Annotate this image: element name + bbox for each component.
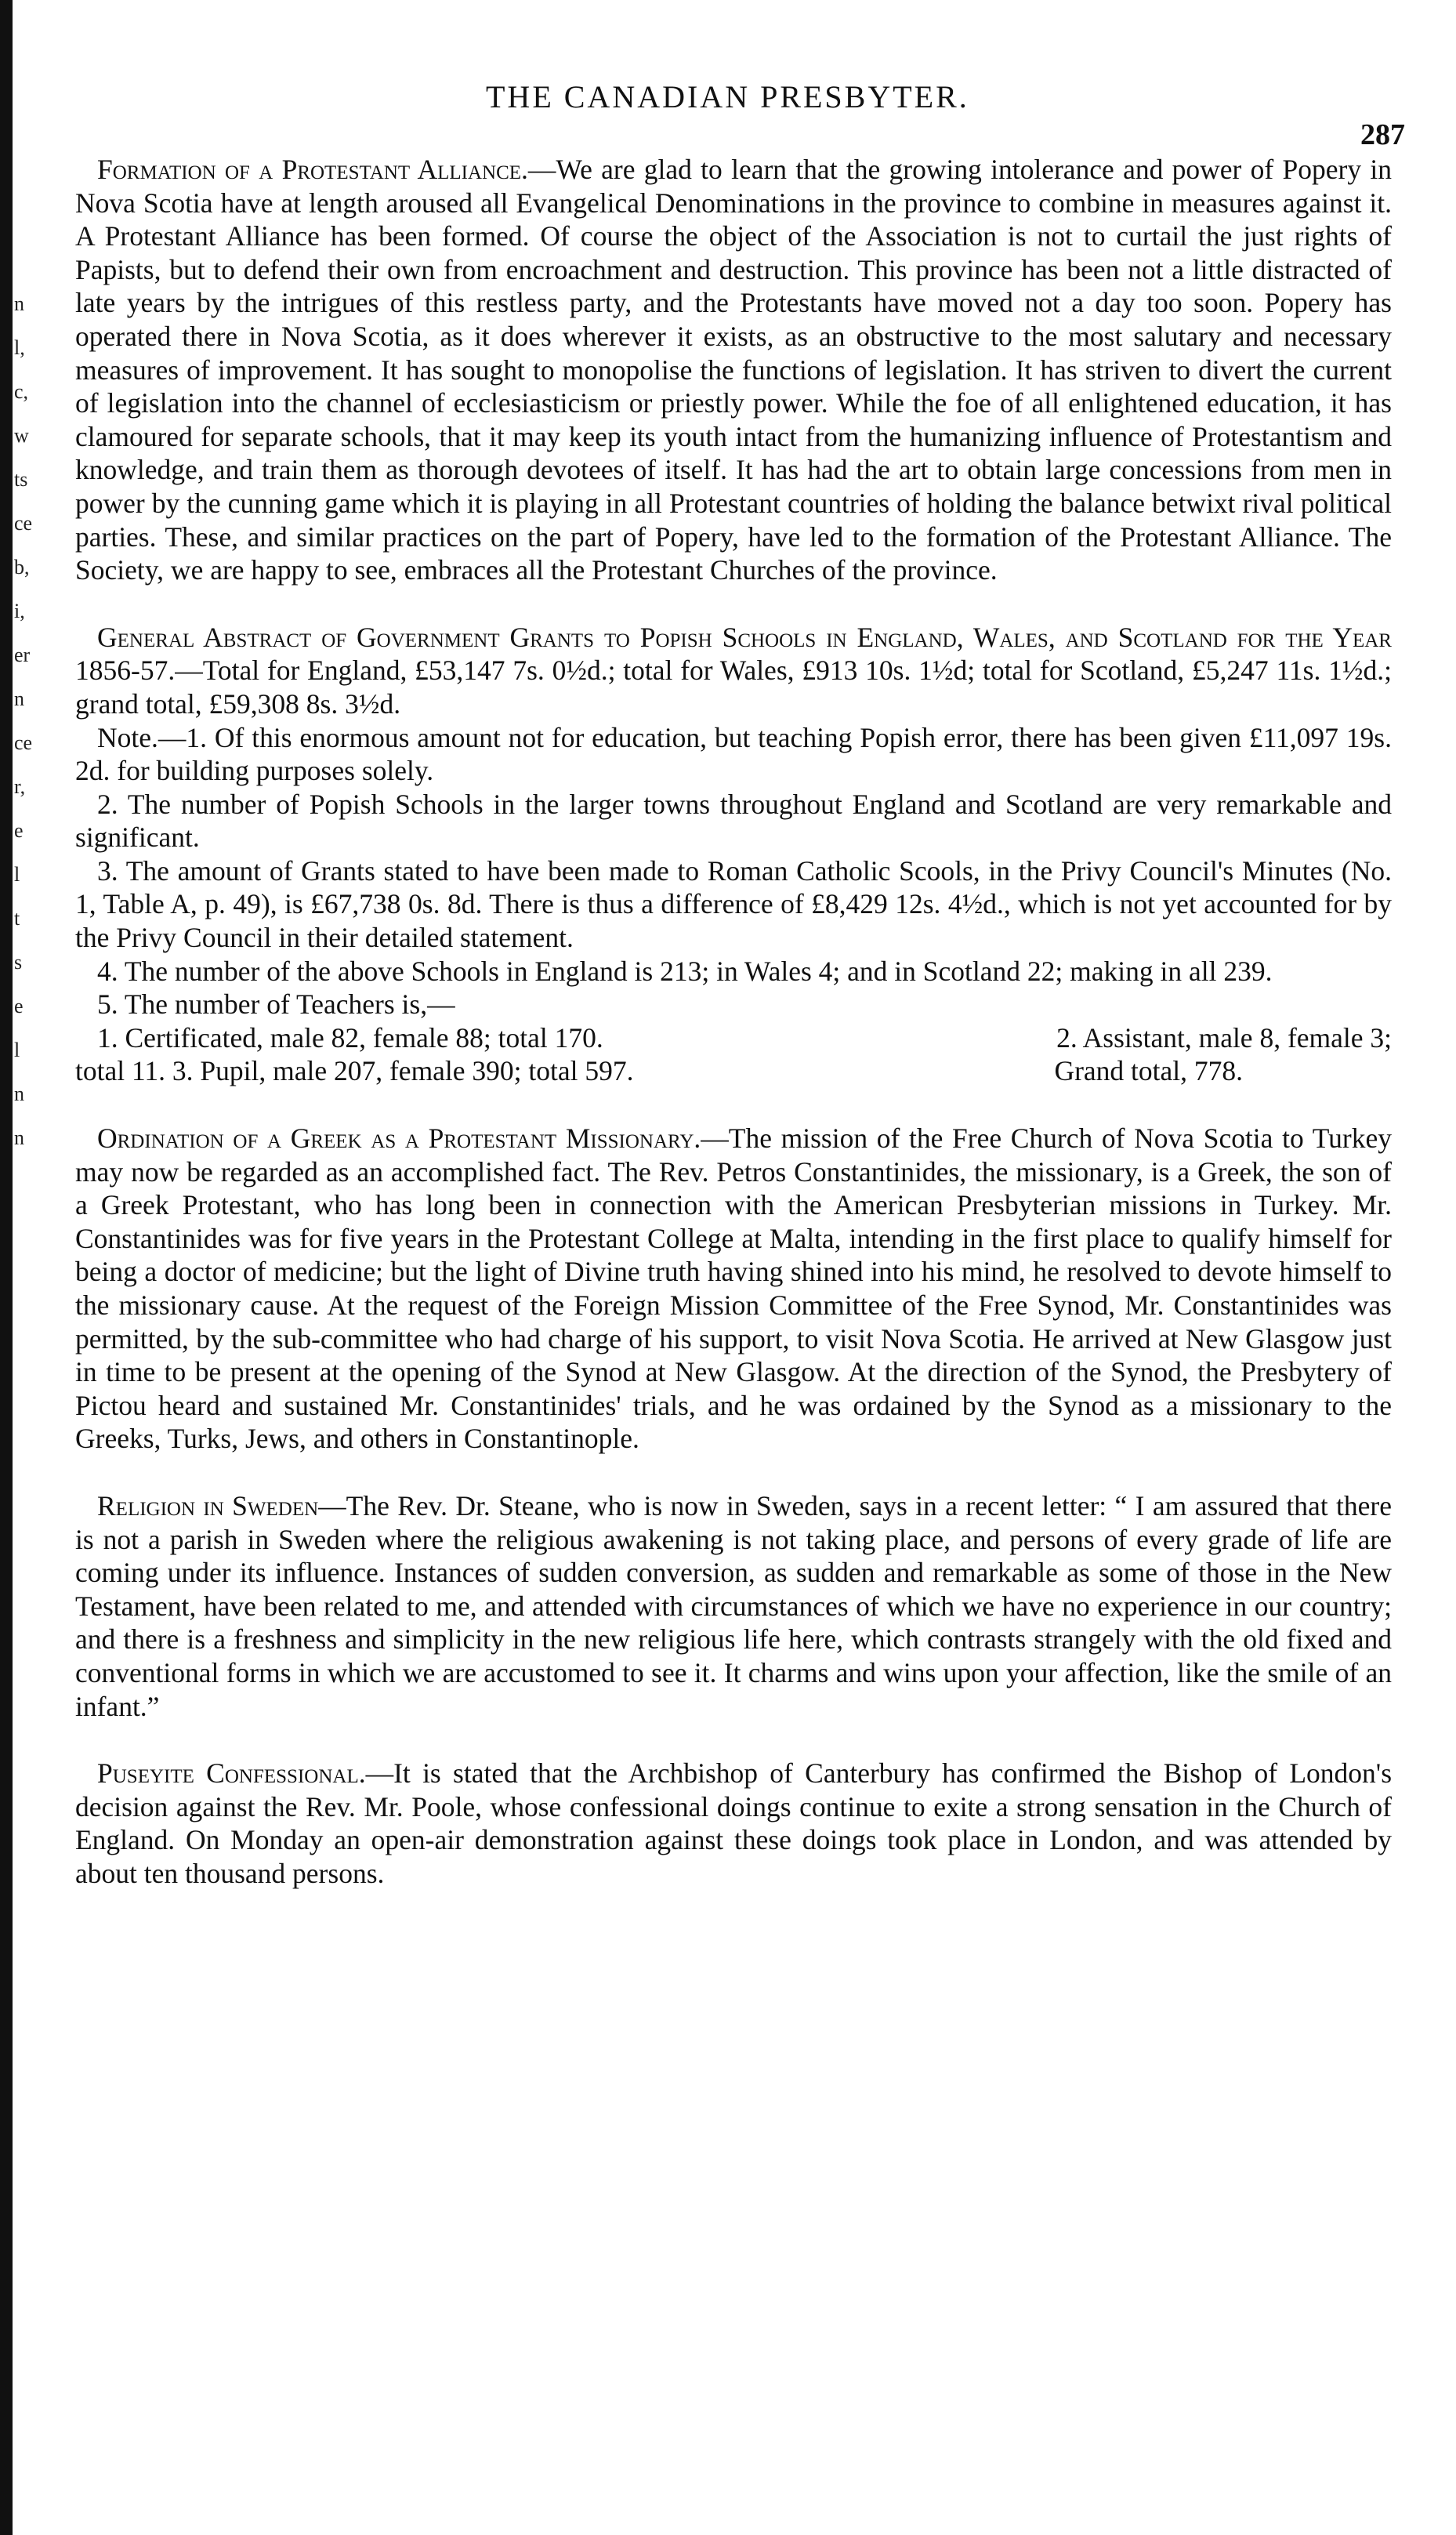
article-puseyite-confessional: [75, 1757, 1392, 1890]
margin-fragment: er: [14, 644, 31, 666]
article-paragraph: [75, 621, 1392, 721]
article-religion-sweden: [75, 1489, 1392, 1723]
margin-fragment: l,: [14, 336, 25, 359]
article-paragraph: [75, 1489, 1392, 1723]
margin-fragment: l: [14, 863, 20, 886]
margin-fragment: ts: [14, 468, 28, 491]
article-government-grants: [75, 621, 1392, 1088]
margin-fragment: ce: [14, 731, 33, 754]
margin-fragment: i,: [14, 600, 25, 622]
margin-fragment: c,: [14, 380, 29, 403]
article-heading: Religion in Sweden: [97, 1489, 319, 1521]
margin-fragment: b,: [14, 556, 30, 578]
note-4: 4. The number of the above Schools in England is 213; in Wales 4; and in Scotland 22; making in all 239.: [97, 955, 1273, 987]
note-3: 3. The amount of Grants stated to have been made to Roman Catholic Scools, in the Privy Council's Minutes (No. 1, Table A, p. 49), is £67,738 0s. 8d. There is thus a difference of £8,429 12s. 4½d., which is not yet accounted for by the Privy Council in their detailed statement.: [75, 854, 1392, 954]
teachers-grand-total: Grand total, 778.: [1054, 1055, 1243, 1087]
margin-fragment: s: [14, 951, 23, 974]
article-heading: Ordination of a Greek as a Protestant Missionary.: [97, 1122, 701, 1155]
article-body: —It is stated that the Archbishop of Canterbury has confirmed the Bishop of London's decision against the Rev. Mr. Poole, whose confessional doings continue to exite a strong sensation in the Church of England. On Monday an open-air demonstration against these doings took place in London, and was attended by about ten thousand persons.: [75, 1757, 1393, 1889]
article-heading: General Abstract of Government Grants to Popish Schools in England, Wales, and Scotland for the Year 1856-57.: [75, 621, 1392, 687]
teachers-assistant: 2. Assistant, male 8, female 3;: [1056, 1021, 1392, 1054]
article-protestant-alliance: [75, 153, 1392, 587]
teachers-line-1: [75, 1021, 1392, 1055]
article-heading: Puseyite Confessional.: [97, 1757, 366, 1790]
article-paragraph: [75, 1122, 1392, 1456]
teachers-pupil: total 11. 3. Pupil, male 207, female 390; total 597.: [75, 1055, 634, 1087]
teachers-certificated: 1. Certificated, male 82, female 88; total 170.: [97, 1021, 603, 1054]
article-heading: Formation of a Protestant Alliance.: [97, 154, 528, 185]
article-greek-missionary: [75, 1122, 1392, 1456]
margin-fragment: r,: [14, 775, 26, 798]
note-5: 5. The number of Teachers is,—: [97, 988, 455, 1021]
margin-fragment: e: [14, 995, 24, 1017]
teachers-line-2: [75, 1054, 1392, 1088]
margin-fragment: w: [14, 424, 29, 447]
margin-fragment: n: [14, 1083, 24, 1105]
facing-page-margin: [14, 282, 33, 1160]
margin-fragment: n: [14, 1126, 24, 1149]
article-body: —Total for England, £53,147 7s. 0½d.; total for Wales, £913 10s. 1½d; total for Scotland, £5,247 11s. 1½d.; grand total, £59,308 8s. 3½d.: [75, 655, 1392, 720]
running-title: THE CANADIAN PRESBYTER.: [486, 79, 969, 114]
margin-fragment: n: [14, 292, 24, 315]
page-number: 287: [1360, 118, 1405, 151]
book-spine-edge: [0, 0, 13, 2535]
article-paragraph: [75, 153, 1392, 587]
margin-fragment: l: [14, 1039, 20, 1061]
page-header: [0, 78, 1456, 151]
article-body: —The mission of the Free Church of Nova Scotia to Turkey may now be regarded as an accomplished fact. The Rev. Petros Constantinides, the missionary, is a Greek, the son of a Greek Protestant, who has long been in connection with the American Presbyterian missions in Turkey. Mr. Constantinides was for five years in the Protestant College at Malta, intending in the first place to qualify himself for being a doctor of medicine; but the light of Divine truth having shined into his mind, he resolved to devote himself to the missionary cause. At the request of the Foreign Mission Committee of the Free Synod, Mr. Constantinides was permitted, by the sub-committee who had charge of his support, to visit Nova Scotia. He arrived at New Glasgow just in time to be present at the opening of the Synod at New Glasgow. At the direction of the Synod, the Presbytery of Pictou heard and sustained Mr. Constantinides' trials, and he was ordained by the Synod as a missionary to the Greeks, Turks, Jews, and others in Constantinople.: [75, 1122, 1392, 1455]
note-1: Note.—1. Of this enormous amount not for education, but teaching Popish error, there has been given £11,097 19s. 2d. for building purposes solely.: [75, 721, 1392, 787]
text-column: [75, 153, 1392, 1924]
note-2: 2. The number of Popish Schools in the larger towns throughout England and Scotland are very remarkable and significant.: [75, 788, 1392, 854]
margin-fragment: ce: [14, 512, 33, 535]
margin-fragment: e: [14, 819, 24, 842]
margin-fragment: t: [14, 907, 20, 930]
article-body: —We are glad to learn that the growing intolerance and power of Popery in Nova Scotia have at length aroused all Evangelical Denominations in the province to combine in measures against it. A Protestant Alliance has been formed. Of course the object of the Association is not to curtail the just rights of Papists, but to defend their own from encroachment and destruction. This province has been not a little distracted of late years by the intrigues of this restless party, and the Protestants have moved not a day too soon. Popery has operated there in Nova Scotia, as it does wherever it exists, as an obstructive to the most salutary and necessary measures of improvement. It has sought to monopolise the functions of legislation. It has striven to divert the current of legislation into the channel of ecclesiasticism or priestly power. While the foe of all enlightened education, it has clamoured for separate schools, that it may keep its youth intact from the humanizing influence of Protestantism and knowledge, and train them as thorough devotees of itself. It has had the art to obtain large concessions from men in power by the cunning game which it is playing in all Protestant countries of holding the balance betwixt rival political parties. These, and similar practices on the part of Popery, have led to the formation of the Protestant Alliance. The Society, we are happy to see, embraces all the Protestant Churches of the province.: [75, 154, 1392, 586]
article-paragraph: [75, 1757, 1392, 1890]
article-body: —The Rev. Dr. Steane, who is now in Sweden, says in a recent letter: “ I am assured that there is not a parish in Sweden where the religious awakening is not taking place, and persons of every grade of life are coming under its influence. Instances of sudden conversion, as sudden and remarkable as some of those in the New Testament, have been related to me, and attended with circumstances of which we have no experience in our country; and there is a freshness and simplicity in the new religious life here, which contrasts strangely with the old fixed and conventional forms in which we are accustomed to see it. It charms and wins upon your affection, like the smile of an infant.”: [75, 1489, 1393, 1722]
margin-fragment: n: [14, 687, 24, 710]
